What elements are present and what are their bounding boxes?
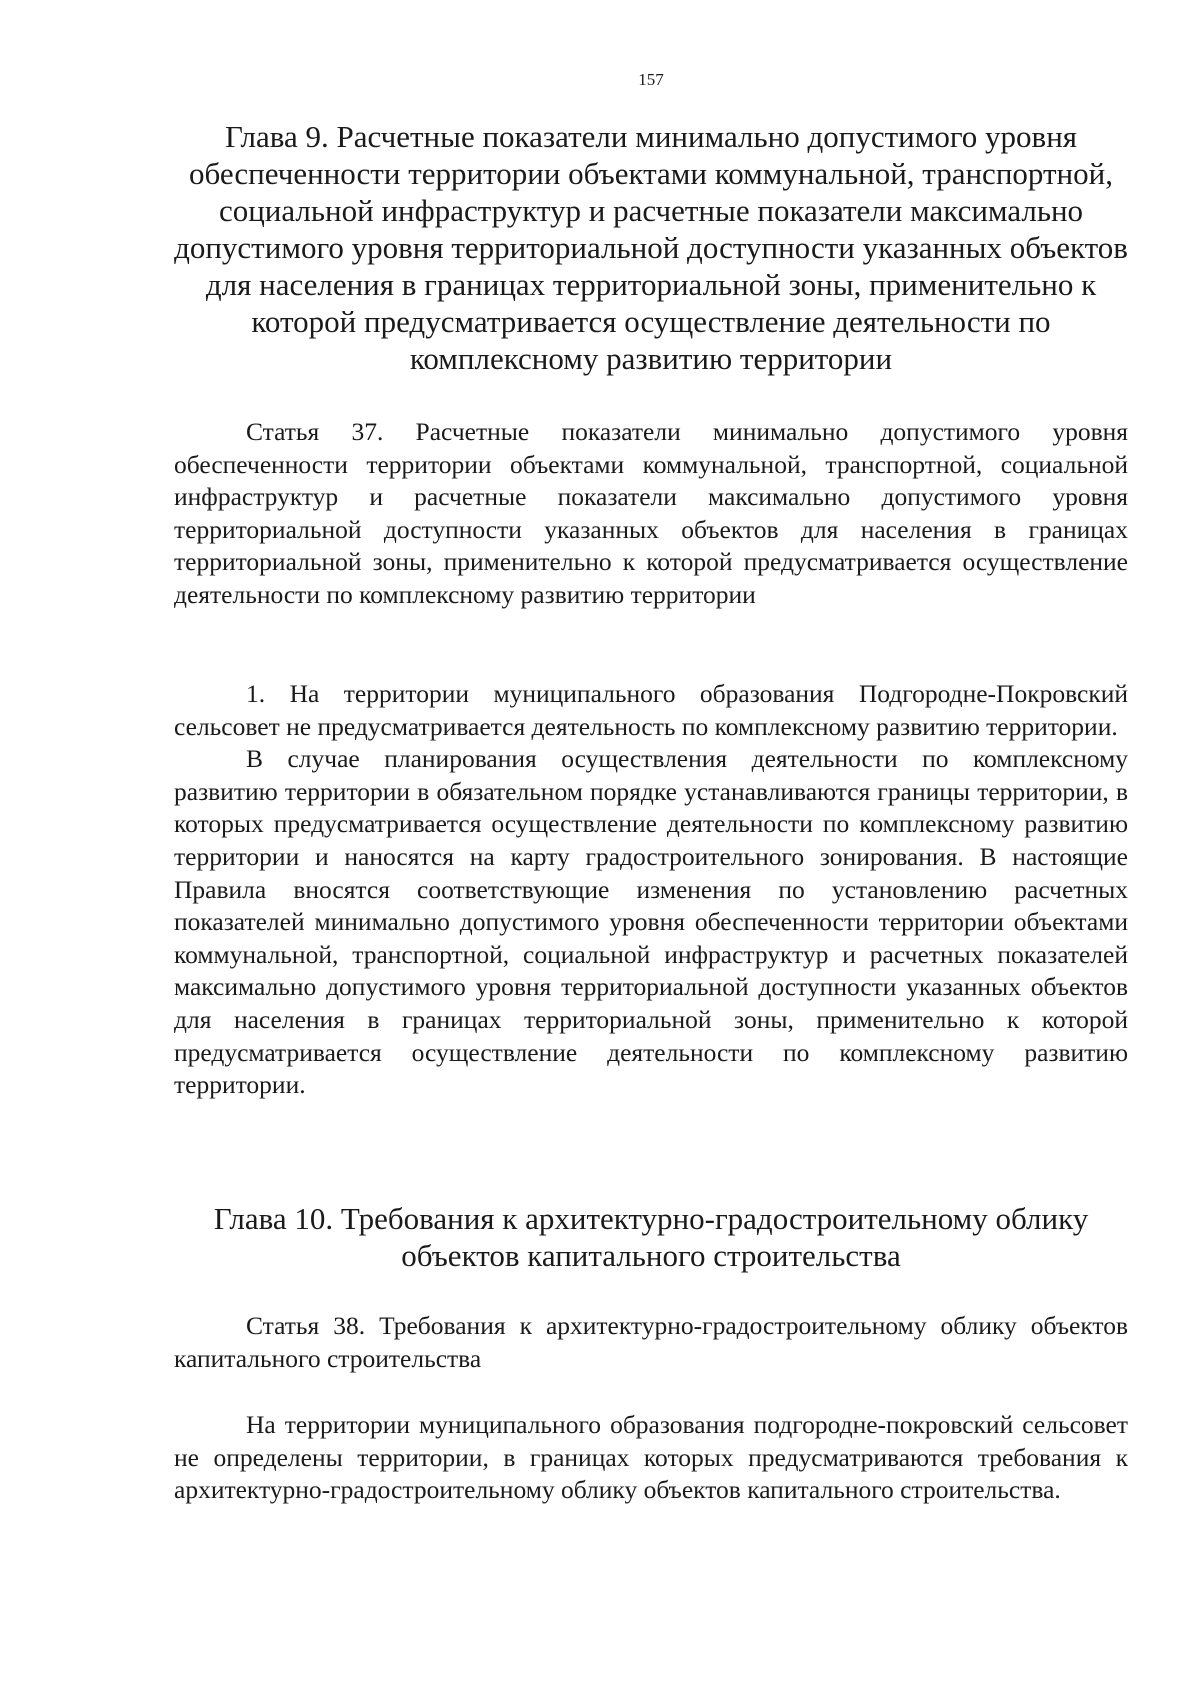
article-38-title: Статья 38. Требования к архитектурно-градостроительному облику объектов капитального строительства: [174, 1311, 1128, 1373]
page-number: 157: [638, 70, 664, 89]
chapter-10-title: Глава 10. Требования к архитектурно-градостроительному облику объектов капитального строительства: [213, 1201, 1089, 1273]
article-38-body: [174, 1409, 1128, 1507]
article-37-title: Статья 37. Расчетные показатели минимально допустимого уровня обеспеченности территории объектами коммунальной, транспортной, социальной инфраструктур и расчетные показатели максимально допустимого уровня территориальной доступности указанных объектов для населения в границах территориальной зоны, применительно к которой предусматривается осуществление деятельности по комплексному развитию территории: [174, 417, 1128, 609]
article-37-body: [174, 678, 1128, 1102]
chapter-9-title: Глава 9. Расчетные показатели минимально допустимого уровня обеспеченности территории объектами коммунальной, транспортной, социальной инфраструктур и расчетные показатели максимально допустимого уровня территориальной доступности указанных объектов для населения в границах территориальной зоны, применительно к которой предусматривается осуществление деятельности по комплексному развитию территории: [174, 119, 1128, 376]
article-37-paragraph-1: 1. На территории муниципального образования Подгородне-Покровский сельсовет не предусматривается деятельность по комплексному развитию территории.: [174, 679, 1128, 741]
article-38-paragraph-1: На территории муниципального образования подгородне-покровский сельсовет не определены территории, в границах которых предусматриваются требования к архитектурно-градостроительному облику объектов капитального строительства.: [174, 1410, 1128, 1505]
article-37-paragraph-2: В случае планирования осуществления деятельности по комплексному развитию территории в обязательном порядке устанавливаются границы территории, в которых предусматривается осуществление деятельности по комплексному развитию территории и наносятся на карту градостроительного зонирования. В настоящие Правила вносятся соответствующие изменения по установлению расчетных показателей минимально допустимого уровня обеспеченности территории объектами коммунальной, транспортной, социальной инфраструктур и расчетных показателей максимально допустимого уровня территориальной доступности указанных объектов для населения в границах территориальной зоны, применительно к которой предусматривается осуществление деятельности по комплексному развитию территории.: [174, 744, 1128, 1100]
